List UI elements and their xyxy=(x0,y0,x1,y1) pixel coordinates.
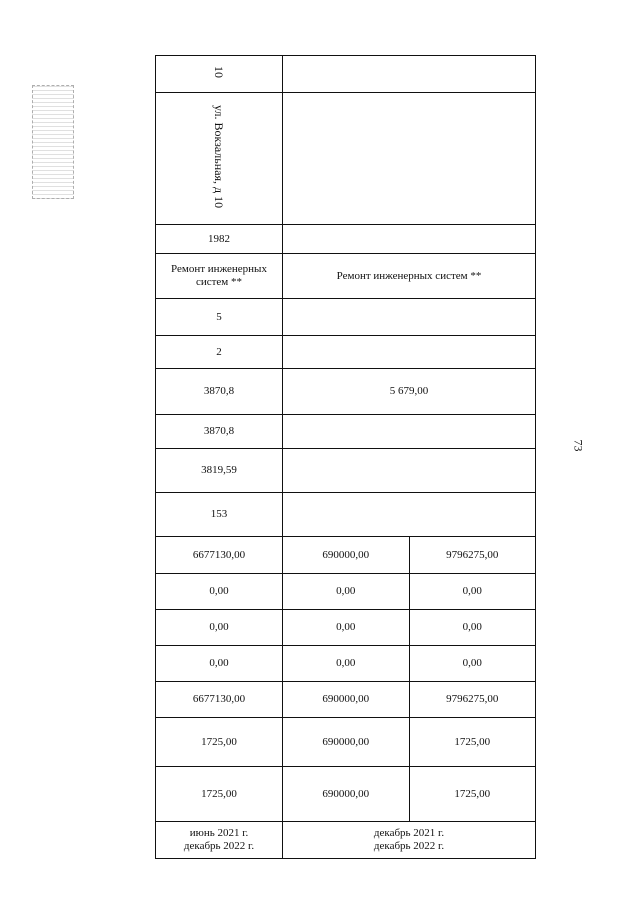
table-cell xyxy=(156,93,283,225)
address-text: ул. Вокзальная, д 10 xyxy=(212,104,226,209)
residents-value: 153 xyxy=(156,493,283,537)
fund-value: 0,00 xyxy=(283,574,410,610)
cost-value: 6677130,00 xyxy=(156,537,283,574)
table-row xyxy=(156,646,536,682)
fund-value: 0,00 xyxy=(156,574,283,610)
table-cell xyxy=(283,336,536,369)
start-dates: июнь 2021 г. декабрь 2022 г. xyxy=(156,822,283,859)
area-merged-value: 5 679,00 xyxy=(283,369,536,415)
table-row xyxy=(156,369,536,415)
table-row xyxy=(156,767,536,822)
house-number: 10 xyxy=(212,66,226,78)
fund-value: 0,00 xyxy=(409,574,536,610)
build-year: 1982 xyxy=(156,225,283,254)
table-cell xyxy=(283,56,536,93)
owners-value: 690000,00 xyxy=(283,682,410,718)
area-total: 3870,8 xyxy=(156,369,283,415)
work-type-merged: Ремонт инженерных систем ** xyxy=(283,254,536,299)
limit-cost-value: 1725,00 xyxy=(409,767,536,822)
table-row xyxy=(156,682,536,718)
fund-value: 0,00 xyxy=(283,610,410,646)
cost-value: 9796275,00 xyxy=(409,537,536,574)
table-row xyxy=(156,822,536,859)
fund-value: 0,00 xyxy=(409,646,536,682)
table-row xyxy=(156,718,536,767)
table-row xyxy=(156,254,536,299)
table-cell xyxy=(283,93,536,225)
table-row xyxy=(156,415,536,449)
table-row xyxy=(156,537,536,574)
table-cell xyxy=(283,299,536,336)
fund-value: 0,00 xyxy=(409,610,536,646)
table-cell xyxy=(283,415,536,449)
area-value: 3819,59 xyxy=(156,449,283,493)
table-cell xyxy=(283,449,536,493)
entrances-value: 2 xyxy=(156,336,283,369)
fund-value: 0,00 xyxy=(156,646,283,682)
work-type: Ремонт инженерных систем ** xyxy=(156,254,283,299)
cost-value: 690000,00 xyxy=(283,537,410,574)
official-stamp-icon xyxy=(32,85,74,199)
limit-cost-value: 690000,00 xyxy=(283,767,410,822)
table-row xyxy=(156,336,536,369)
table-row xyxy=(156,449,536,493)
owners-value: 6677130,00 xyxy=(156,682,283,718)
owners-value: 9796275,00 xyxy=(409,682,536,718)
fund-value: 0,00 xyxy=(156,610,283,646)
unit-cost-value: 1725,00 xyxy=(409,718,536,767)
table-row xyxy=(156,225,536,254)
unit-cost-value: 690000,00 xyxy=(283,718,410,767)
area-value: 3870,8 xyxy=(156,415,283,449)
table-row xyxy=(156,93,536,225)
page-number: 73 xyxy=(571,439,586,452)
table-row xyxy=(156,574,536,610)
table-row xyxy=(156,56,536,93)
data-table xyxy=(155,55,536,859)
floors-value: 5 xyxy=(156,299,283,336)
table-row xyxy=(156,493,536,537)
table-row xyxy=(156,610,536,646)
fund-value: 0,00 xyxy=(283,646,410,682)
unit-cost-value: 1725,00 xyxy=(156,718,283,767)
table-cell xyxy=(156,56,283,93)
table-cell xyxy=(283,493,536,537)
table-cell xyxy=(283,225,536,254)
limit-cost-value: 1725,00 xyxy=(156,767,283,822)
end-dates: декабрь 2021 г. декабрь 2022 г. xyxy=(283,822,536,859)
table-row xyxy=(156,299,536,336)
